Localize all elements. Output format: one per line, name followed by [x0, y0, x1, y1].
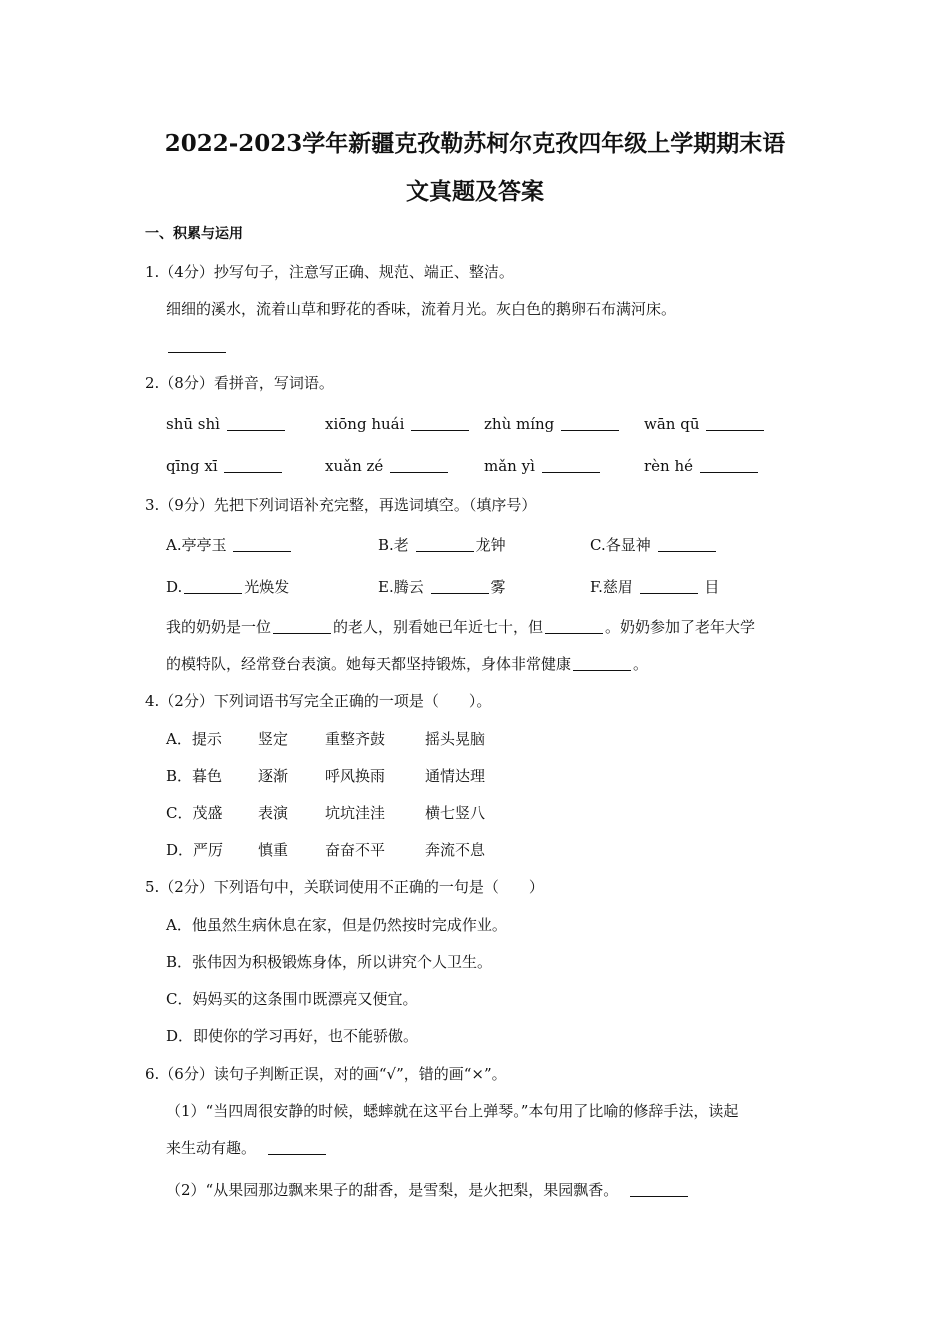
q2-item	[166, 456, 284, 476]
word: D．严厉	[166, 841, 224, 859]
word: A．提示	[166, 730, 222, 748]
option-text: B.老	[378, 536, 409, 554]
item-text: （2）“从果园那边飘来果子的甜香，是雪梨，是火把梨，果园飘香。	[166, 1181, 619, 1199]
q1-sentence: 细细的溪水，流着山草和野花的香味，流着月光。灰白色的鹅卵石布满河床。	[166, 300, 677, 318]
q4-option-row	[166, 803, 222, 823]
q4-option-row	[425, 803, 485, 823]
pinyin-text: zhù míng	[484, 415, 555, 433]
word: 逐渐	[258, 767, 289, 785]
q5-option: D．即使你的学习再好，也不能骄傲。	[166, 1027, 419, 1045]
passage-text: 的模特队，经常登台表演。她每天都坚持锻炼，身体非常健康	[166, 655, 572, 673]
option-text: 光焕发	[244, 578, 290, 596]
word: 奔流不息	[425, 841, 486, 859]
q6-stem: 6.（6分）读句子判断正误，对的画“√”，错的画“×”。	[145, 1065, 507, 1083]
q2-item	[644, 456, 760, 476]
q4-option-row	[166, 766, 222, 786]
pinyin-text: rèn hé	[644, 457, 694, 475]
word: 坑坑洼洼	[325, 804, 386, 822]
q3-option-e	[378, 577, 506, 597]
q2-item	[166, 414, 287, 434]
answer-blank	[700, 471, 758, 473]
q4-option-row	[166, 729, 222, 749]
answer-blank	[184, 592, 242, 594]
answer-blank	[431, 592, 489, 594]
q4-option-row	[258, 840, 288, 860]
answer-blank	[273, 632, 331, 634]
q6-item-1-line-1: （1）“当四周很安静的时候，蟋蟀就在这平台上弹琴。”本句用了比喻的修辞手法，读起	[166, 1102, 739, 1120]
q3-option-c	[590, 535, 718, 555]
q2-stem: 2.（8分）看拼音，写词语。	[145, 374, 334, 392]
option-text: A.亭亭玉	[166, 536, 227, 554]
title-line-1: 2022-2023学年新疆克孜勒苏柯尔克孜四年级上学期期末语	[164, 130, 786, 157]
q1-answer-blank	[166, 336, 228, 356]
word: 摇头晃脑	[425, 730, 486, 748]
option-text: F.慈眉	[590, 578, 633, 596]
pinyin-text: wān qū	[644, 415, 700, 433]
q4-option-row	[425, 766, 485, 786]
q3-option-a	[166, 535, 293, 555]
word: 重整齐鼓	[325, 730, 386, 748]
answer-blank	[706, 429, 764, 431]
option-text: C.各显神	[590, 536, 651, 554]
word: B．暮色	[166, 767, 223, 785]
answer-blank	[573, 669, 631, 671]
q4-option-row	[258, 803, 288, 823]
answer-blank	[268, 1153, 326, 1155]
answer-blank	[233, 550, 291, 552]
answer-blank	[224, 471, 282, 473]
answer-blank	[545, 632, 603, 634]
q5-option: B．张伟因为积极锻炼身体，所以讲究个人卫生。	[166, 953, 493, 971]
passage-text: 的老人，别看她已年近七十，但	[333, 618, 544, 636]
passage-text: 。奶奶参加了老年大学	[605, 618, 756, 636]
passage-text: 。	[633, 655, 649, 673]
answer-blank	[561, 429, 619, 431]
word: 呼风换雨	[325, 767, 386, 785]
option-text: D.	[166, 578, 183, 596]
passage-text: 我的奶奶是一位	[166, 618, 272, 636]
q4-option-row	[425, 729, 485, 749]
q4-option-row	[258, 729, 288, 749]
q4-option-row	[325, 729, 385, 749]
answer-blank	[542, 471, 600, 473]
answer-blank	[416, 550, 474, 552]
q1-stem: 1.（4分）抄写句子，注意写正确、规范、端正、整洁。	[145, 263, 514, 281]
q3-option-f	[590, 577, 719, 597]
answer-blank	[630, 1195, 688, 1197]
option-text: 目	[704, 578, 720, 596]
q5-option: A．他虽然生病休息在家，但是仍然按时完成作业。	[166, 916, 507, 934]
word: 慎重	[258, 841, 289, 859]
section-heading: 一、积累与运用	[145, 226, 243, 242]
word: 奋奋不平	[325, 841, 386, 859]
item-text: 来生动有趣。	[166, 1139, 257, 1157]
q2-item	[644, 414, 766, 434]
q3-passage-line-1	[166, 617, 755, 637]
pinyin-text: shū shì	[166, 415, 220, 433]
pinyin-text: xiōng huái	[325, 415, 405, 433]
pinyin-text: xuǎn zé	[325, 457, 384, 475]
q2-item	[484, 456, 602, 476]
q2-item	[325, 456, 450, 476]
q4-stem: 4.（2分）下列词语书写完全正确的一项是（ ）。	[145, 692, 492, 710]
document-title	[120, 120, 830, 216]
answer-blank	[658, 550, 716, 552]
q5-stem: 5.（2分）下列语句中，关联词使用不正确的一句是（ ）	[145, 878, 544, 896]
answer-blank	[390, 471, 448, 473]
q4-option-row	[258, 766, 288, 786]
q4-option-row	[166, 840, 223, 860]
word: C．茂盛	[166, 804, 223, 822]
option-text: 龙钟	[475, 536, 506, 554]
pinyin-text: qīng xī	[166, 457, 218, 475]
q6-item-2	[166, 1180, 690, 1200]
q2-item	[484, 414, 621, 434]
title-line-2: 文真题及答案	[406, 178, 544, 205]
q3-option-b	[378, 535, 506, 555]
q4-option-row	[425, 840, 485, 860]
answer-blank	[640, 592, 698, 594]
word: 表演	[258, 804, 289, 822]
q3-passage-line-2	[166, 654, 648, 674]
word: 横七竖八	[425, 804, 486, 822]
answer-blank	[411, 429, 469, 431]
q4-option-row	[325, 803, 385, 823]
q4-option-row	[325, 766, 385, 786]
answer-blank	[227, 429, 285, 431]
option-text: 雾	[490, 578, 506, 596]
word: 竖定	[258, 730, 289, 748]
q3-stem: 3.（9分）先把下列词语补充完整，再选词填空。（填序号）	[145, 496, 537, 514]
q6-item-1-line-2	[166, 1138, 328, 1158]
pinyin-text: mǎn yì	[484, 457, 535, 475]
q4-option-row	[325, 840, 385, 860]
q3-option-d	[166, 577, 289, 597]
option-text: E.腾云	[378, 578, 424, 596]
q2-item	[325, 414, 471, 434]
q5-option: C．妈妈买的这条围巾既漂亮又便宜。	[166, 990, 418, 1008]
word: 通情达理	[425, 767, 486, 785]
